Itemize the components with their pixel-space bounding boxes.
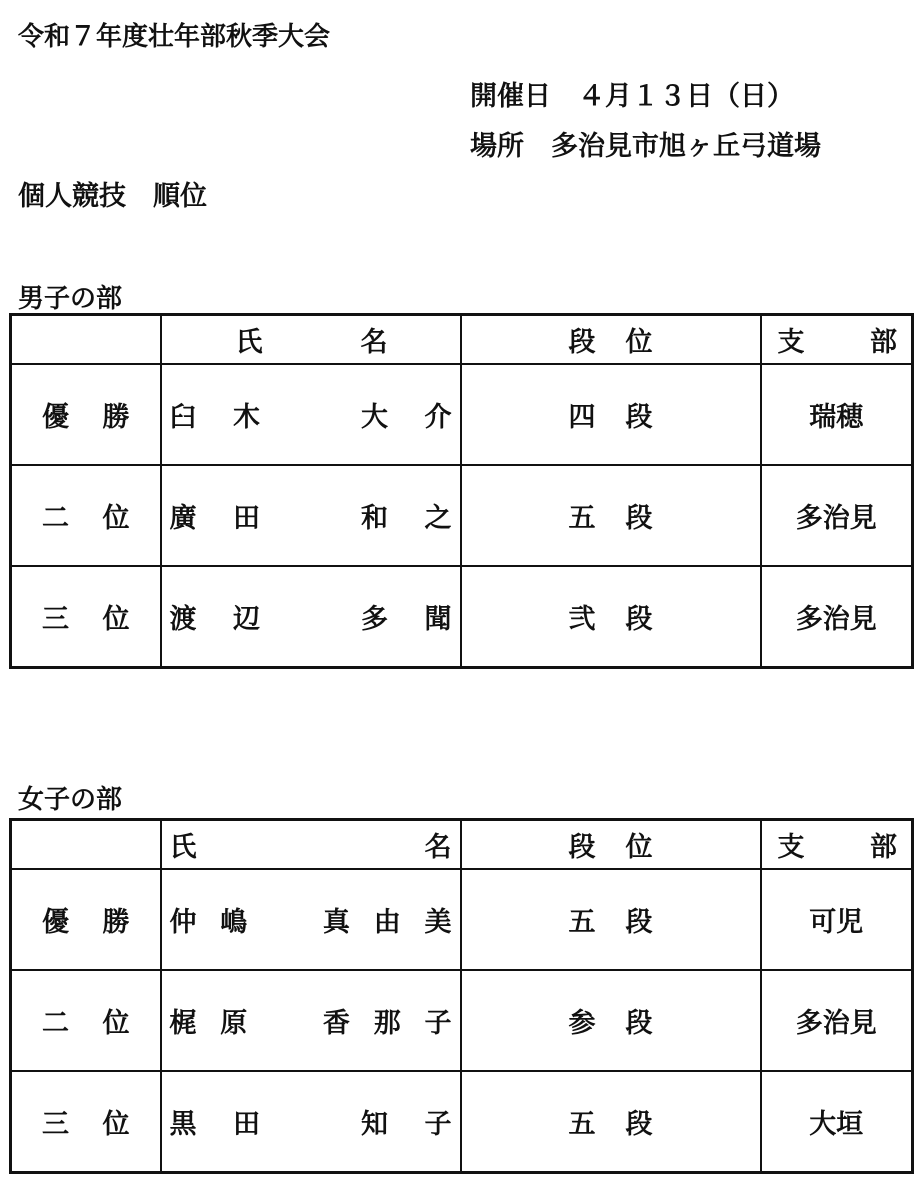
rank-char: 三: [42, 604, 69, 635]
rank-char: 位: [102, 1008, 130, 1039]
women-section-label: 女子の部: [18, 785, 123, 815]
rank-cell: [11, 465, 161, 566]
name-char: 梶: [169, 1008, 197, 1039]
rank-cell: [11, 1071, 161, 1173]
branch-header-cell: [761, 820, 913, 870]
name-header-cell: [161, 820, 461, 870]
name-char: 介: [424, 402, 452, 433]
rank-char: 位: [102, 604, 130, 635]
dan-char: 段: [625, 907, 653, 938]
header-char: 段: [568, 327, 596, 358]
branch-cell: 大垣: [761, 1071, 913, 1173]
event-title: 令和７年度壮年部秋季大会: [18, 22, 331, 52]
rank-cell: [11, 364, 161, 465]
header-char: 名: [424, 832, 452, 863]
name-cell: [161, 970, 461, 1071]
name-char: 美: [424, 907, 452, 938]
branch-cell: 瑞穂: [761, 364, 913, 465]
branch-cell: 多治見: [761, 465, 913, 566]
header-char: 支: [777, 327, 805, 358]
name-char: 聞: [424, 604, 452, 635]
name-cell: [161, 465, 461, 566]
results-subtitle: 個人競技 順位: [18, 181, 207, 212]
table-row: [11, 364, 913, 465]
dan-char: 四: [568, 402, 596, 433]
rank-char: 三: [42, 1109, 69, 1140]
dan-char: 五: [568, 503, 596, 534]
rank-char: 優: [42, 907, 69, 938]
men-results-table: [9, 313, 914, 669]
header-char: 部: [870, 327, 897, 358]
rank-cell: [11, 869, 161, 970]
dan-cell: [461, 1071, 761, 1173]
dan-cell: [461, 364, 761, 465]
name-char: 廣: [169, 503, 197, 534]
dan-char: 弐: [568, 604, 596, 635]
name-char: 嶋: [220, 907, 248, 938]
name-cell: [161, 364, 461, 465]
branch-cell: 可児: [761, 869, 913, 970]
name-char: 真: [322, 907, 350, 938]
header-char: 名: [360, 327, 388, 358]
rank-cell: [11, 566, 161, 668]
women-results-table: [9, 818, 914, 1174]
rank-char: 勝: [102, 907, 130, 938]
rank-header-cell: [11, 315, 161, 365]
dan-char: 五: [568, 907, 596, 938]
branch-header-cell: [761, 315, 913, 365]
dan-char: 段: [625, 503, 653, 534]
name-char: 田: [233, 503, 260, 534]
name-char: 之: [424, 503, 452, 534]
name-char: 仲: [169, 907, 197, 938]
dan-char: 参: [568, 1008, 596, 1039]
name-cell: [161, 566, 461, 668]
rank-char: 二: [42, 1008, 69, 1039]
name-char: 子: [424, 1008, 452, 1039]
dan-char: 段: [625, 1008, 653, 1039]
event-date: 開催日 ４月１３日（日）: [470, 81, 794, 112]
table-row: [11, 566, 913, 668]
dan-char: 段: [625, 604, 653, 635]
table-header-row: [11, 315, 913, 365]
rank-char: 位: [102, 503, 130, 534]
branch-cell: 多治見: [761, 970, 913, 1071]
branch-cell: 多治見: [761, 566, 913, 668]
dan-char: 五: [568, 1109, 596, 1140]
name-char: 黒: [169, 1109, 197, 1140]
dan-char: 段: [625, 1109, 653, 1140]
men-section-label: 男子の部: [18, 284, 123, 314]
name-cell: [161, 1071, 461, 1173]
name-char: 木: [233, 402, 260, 433]
rank-header-cell: [11, 820, 161, 870]
name-char: 臼: [169, 402, 197, 433]
table-row: [11, 1071, 913, 1173]
event-venue: 場所 多治見市旭ヶ丘弓道場: [470, 131, 821, 162]
name-char: 田: [233, 1109, 260, 1140]
header-char: 位: [625, 832, 653, 863]
table-row: [11, 465, 913, 566]
header-char: 部: [870, 832, 897, 863]
name-char: 原: [220, 1008, 248, 1039]
rank-cell: [11, 970, 161, 1071]
dan-cell: [461, 869, 761, 970]
name-char: 子: [424, 1109, 452, 1140]
name-char: 多: [361, 604, 388, 635]
name-char: 渡: [169, 604, 197, 635]
table-row: [11, 869, 913, 970]
header-char: 支: [777, 832, 805, 863]
rank-char: 二: [42, 503, 69, 534]
header-char: 氏: [235, 327, 263, 358]
table-row: [11, 970, 913, 1071]
name-char: 大: [361, 402, 388, 433]
header-char: 位: [625, 327, 653, 358]
name-char: 辺: [233, 604, 260, 635]
dan-cell: [461, 465, 761, 566]
rank-char: 優: [42, 402, 69, 433]
dan-cell: [461, 970, 761, 1071]
name-char: 那: [373, 1008, 401, 1039]
dan-char: 段: [625, 402, 653, 433]
rank-char: 位: [102, 1109, 130, 1140]
name-char: 由: [373, 907, 401, 938]
rank-char: 勝: [102, 402, 130, 433]
name-header-cell: [161, 315, 461, 365]
name-cell: [161, 869, 461, 970]
dan-header-cell: [461, 820, 761, 870]
table-header-row: [11, 820, 913, 870]
dan-cell: [461, 566, 761, 668]
name-char: 知: [361, 1109, 388, 1140]
name-char: 香: [322, 1008, 350, 1039]
header-char: 氏: [169, 832, 197, 863]
dan-header-cell: [461, 315, 761, 365]
name-char: 和: [361, 503, 388, 534]
header-char: 段: [568, 832, 596, 863]
